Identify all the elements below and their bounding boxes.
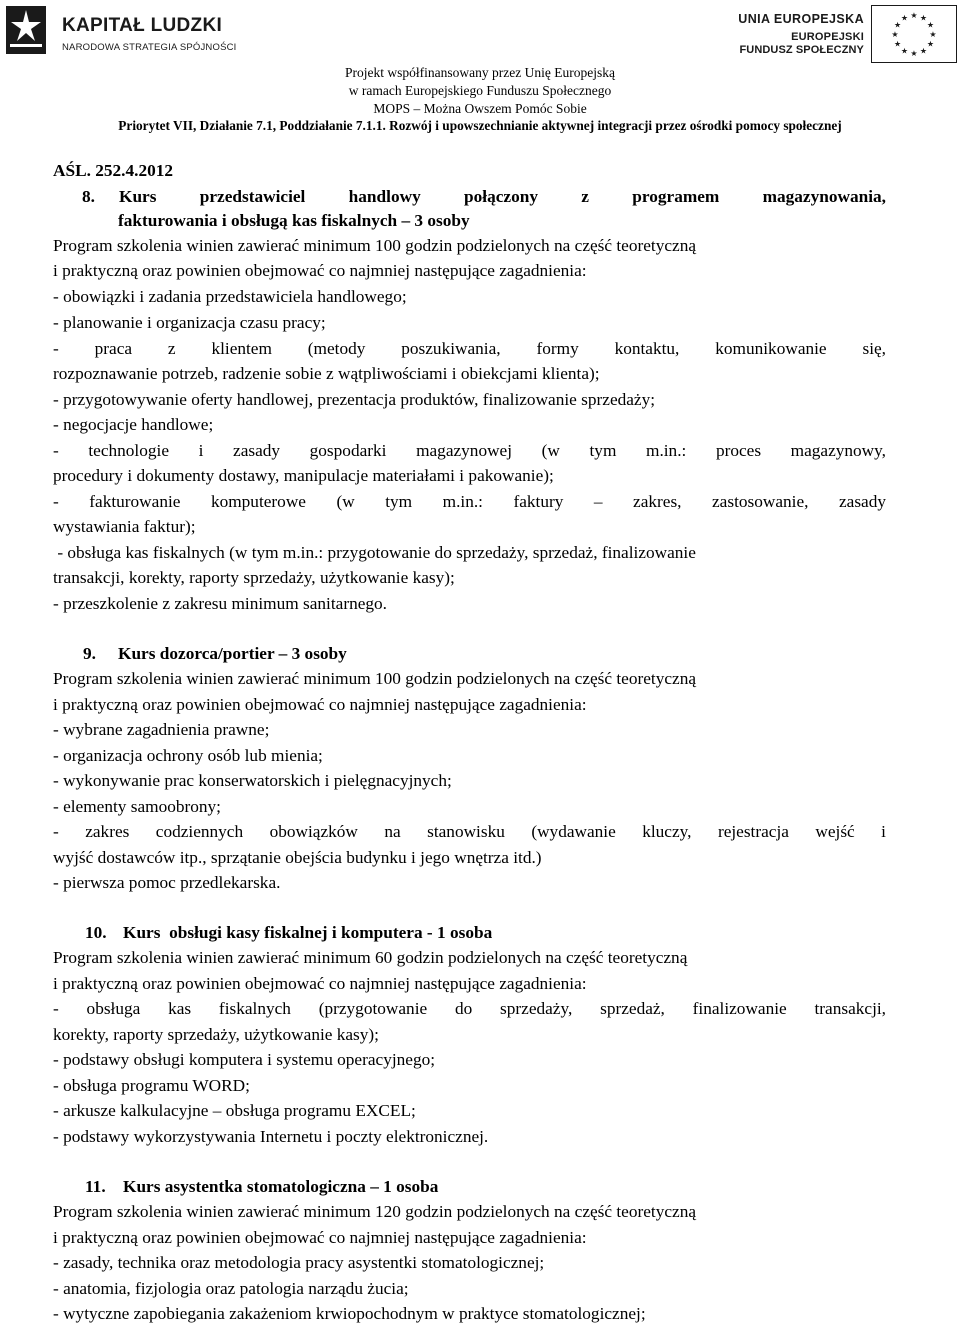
kapital-ludzki-title: KAPITAŁ LUDZKI — [62, 15, 223, 36]
eu-star-icon: ★ — [919, 46, 928, 56]
course-10-intro-line1: Program szkolenia winien zawierać minimum 60 godzin podzielonych na część teoretyczną — [53, 948, 688, 967]
project-line-3: MOPS – Można Owszem Pomóc Sobie — [373, 101, 587, 116]
eu-star-icon: ★ — [910, 49, 918, 58]
project-line-2: w ramach Europejskiego Funduszu Społecznego — [348, 83, 612, 98]
course-9-intro-line2: i praktyczną oraz powinien obejmować co najmniej następujące zagadnienia: — [53, 695, 587, 714]
course-8-item: - negocjacje handlowe; — [53, 415, 214, 434]
eu-star-icon: ★ — [893, 20, 902, 30]
course-8-item: - przeszkolenie z zakresu minimum sanitarnego. — [53, 594, 387, 613]
course-11-item: - zasady, technika oraz metodologia pracy asystentki stomatologicznej; — [53, 1253, 545, 1272]
eu-star-icon: ★ — [910, 11, 918, 20]
course-10-intro-line2: i praktyczną oraz powinien obejmować co najmniej następujące zagadnienia: — [53, 974, 587, 993]
course-8-item: - planowanie i organizacja czasu pracy; — [53, 313, 326, 332]
course-10-item: - obsługa kas fiskalnych (przygotowanie do sprzedaży, sprzedaż, finalizowanie transakcji, — [53, 999, 886, 1018]
course-8-item: rozpoznawanie potrzeb, radzenie sobie z wątpliwościami i obiekcjami klienta); — [53, 364, 600, 383]
eu-label-line1: UNIA EUROPEJSKA — [738, 12, 864, 26]
course-8-item: transakcji, korekty, raporty sprzedaży, użytkowanie kasy); — [53, 568, 455, 587]
course-9-item: wyjść dostawców itp., sprzątanie obejścia budynku i jego wnętrza itd.) — [53, 848, 542, 867]
course-8-item: - obowiązki i zadania przedstawiciela handlowego; — [53, 287, 407, 306]
eu-flag-icon — [871, 5, 957, 63]
course-9-title — [83, 643, 916, 665]
course-8-item: - technologie i zasady gospodarki magazynowej (w tym m.in.: proces magazynowy, — [53, 441, 886, 460]
priority-line: Priorytet VII, Działanie 7.1, Poddziałanie 7.1.1. Rozwój i upowszechnianie aktywnej integracji przez ośrodki pomocy społecznej — [118, 118, 842, 133]
course-11-title — [85, 1176, 918, 1198]
course-11-number: 11. — [85, 1177, 106, 1196]
kapital-ludzki-subtitle: NARODOWA STRATEGIA SPÓJNOŚCI — [62, 42, 237, 53]
course-11-title-text: Kurs asystentka stomatologiczna – 1 osoba — [123, 1177, 439, 1196]
course-10-item: - podstawy obsługi komputera i systemu operacyjnego; — [53, 1050, 436, 1069]
course-8-item: procedury i dokumenty dostawy, manipulacje materiałami i pakowanie); — [53, 466, 554, 485]
course-9-item: - zakres codziennych obowiązków na stanowisku (wydawanie kluczy, rejestracja wejść i — [53, 822, 886, 841]
course-11-intro-line2: i praktyczną oraz powinien obejmować co najmniej następujące zagadnienia: — [53, 1228, 587, 1247]
course-10-item: - obsługa programu WORD; — [53, 1076, 250, 1095]
course-9-item: - wybrane zagadnienia prawne; — [53, 720, 270, 739]
course-9-item: - pierwsza pomoc przedlekarska. — [53, 873, 281, 892]
course-8-title-text: Kurs przedstawiciel handlowy połączony z programem magazynowania, — [119, 187, 886, 206]
eu-star-icon: ★ — [900, 13, 909, 23]
course-11-intro-line1: Program szkolenia winien zawierać minimum 120 godzin podzielonych na część teoretyczną — [53, 1202, 697, 1221]
course-10-item: - arkusze kalkulacyjne – obsługa programu EXCEL; — [53, 1101, 416, 1120]
eu-star-icon: ★ — [926, 20, 935, 30]
eu-star-icon: ★ — [929, 30, 937, 39]
course-10-item: korekty, raporty sprzedaży, użytkowanie kasy); — [53, 1025, 379, 1044]
course-8-intro-line2: i praktyczną oraz powinien obejmować co najmniej następujące zagadnienia: — [53, 261, 587, 280]
course-8-intro-line1: Program szkolenia winien zawierać minimum 100 godzin podzielonych na część teoretyczną — [53, 236, 697, 255]
course-11-item: - wytyczne zapobiegania zakażeniom krwiopochodnym w praktyce stomatologicznej; — [53, 1304, 646, 1323]
course-10-item: - podstawy wykorzystywania Internetu i poczty elektronicznej. — [53, 1127, 489, 1146]
course-8-item: - praca z klientem (metody poszukiwania, formy kontaktu, komunikowanie się, — [53, 339, 886, 358]
course-8-number: 8. — [82, 187, 95, 206]
course-10-number: 10. — [85, 923, 107, 942]
eu-label-line3: FUNDUSZ SPOŁECZNY — [739, 44, 864, 56]
reference-number: AŚL. 252.4.2012 — [53, 161, 174, 180]
course-9-number: 9. — [83, 644, 96, 663]
course-8-item: - obsługa kas fiskalnych (w tym m.in.: przygotowanie do sprzedaży, sprzedaż, finalizowanie — [53, 543, 696, 562]
eu-star-icon: ★ — [900, 46, 909, 56]
course-10-title — [85, 922, 918, 944]
eu-label-line2: EUROPEJSKI — [791, 31, 864, 43]
course-9-intro-line1: Program szkolenia winien zawierać minimum 100 godzin podzielonych na część teoretyczną — [53, 669, 697, 688]
project-line-1: Projekt współfinansowany przez Unię Europejską — [345, 65, 615, 80]
eu-star-icon: ★ — [926, 39, 935, 49]
course-10-title-text: Kurs obsługi kasy fiskalnej i komputera - 1 osoba — [123, 923, 493, 942]
course-9-item: - wykonywanie prac konserwatorskich i pielęgnacyjnych; — [53, 771, 452, 790]
eu-star-icon: ★ — [893, 39, 902, 49]
eu-star-icon: ★ — [891, 30, 899, 39]
course-9-item: - elementy samoobrony; — [53, 797, 221, 816]
course-8-item: - fakturowanie komputerowe (w tym m.in.: faktury – zakres, zastosowanie, zasady — [53, 492, 886, 511]
kapital-ludzki-logo — [6, 6, 46, 54]
course-8-item: - przygotowywanie oferty handlowej, prezentacja produktów, finalizowanie sprzedaży; — [53, 390, 656, 409]
course-8-title-line2: fakturowania i obsługą kas fiskalnych – 3 osoby — [118, 211, 470, 230]
course-11-item: - anatomia, fizjologia oraz patologia narządu żucia; — [53, 1279, 409, 1298]
eu-fund-label — [738, 12, 864, 56]
course-9-item: - organizacja ochrony osób lub mienia; — [53, 746, 323, 765]
eu-star-icon: ★ — [919, 13, 928, 23]
course-9-title-text: Kurs dozorca/portier – 3 osoby — [118, 644, 347, 663]
course-8-title-line1 — [82, 186, 886, 208]
page-header — [0, 0, 960, 60]
course-8-item: wystawiania faktur); — [53, 517, 196, 536]
